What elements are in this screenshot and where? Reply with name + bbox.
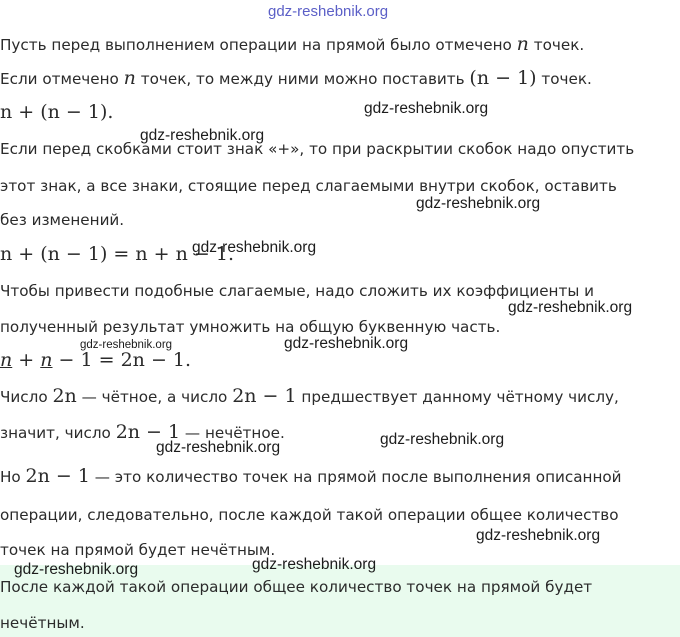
solution-line-13 [0,466,680,487]
wm-8: gdz-reshebnik.org [380,431,505,448]
solution-line-12 [0,422,680,443]
text-segment: точек на прямой будет нечётным. [0,541,276,559]
math-variable: n [516,33,529,55]
answer-line-2 [0,613,680,633]
text-segment: Чтобы привести подобные слагаемые, надо сложить их коэффициенты и [0,282,595,300]
text-segment: Но [0,468,26,486]
text-segment: точек. [528,36,585,54]
wm-5: gdz-reshebnik.org [508,299,633,316]
math-expression: n + (n − 1). [0,101,114,123]
text-segment: Если перед скобками стоит знак «+», то при раскрытии скобок надо опустить [0,140,635,158]
text-segment: Если отмечено [0,70,124,88]
solution-line-10 [0,350,680,371]
wm-6: gdz-reshebnik.org [80,339,173,351]
wm-2: gdz-reshebnik.org [140,127,265,144]
math-operator: + [12,349,41,371]
solution-line-7 [0,244,680,265]
solution-line-3 [0,102,680,123]
text-segment: без изменений. [0,211,125,229]
text-segment: — нечётное. [180,424,285,442]
text-segment: — чётное, а число [76,388,233,406]
text-segment: точек, то между ними можно поставить [135,70,470,88]
text-segment: нечётным. [0,614,85,632]
solution-line-5 [0,176,680,196]
wm-1: gdz-reshebnik.org [364,100,489,117]
math-variable-underlined: n [40,349,53,371]
math-variable: n [123,67,136,89]
wm-10: gdz-reshebnik.org [476,527,601,544]
math-expression: 2n − 1 [115,421,181,443]
text-segment: — это количество точек на прямой после выполнения описанной [89,468,622,486]
wm-3: gdz-reshebnik.org [416,195,541,212]
wm-4: gdz-reshebnik.org [192,239,317,256]
text-segment: точек. [536,70,592,88]
solution-line-9 [0,317,680,337]
solution-line-1 [0,34,680,55]
solution-line-4 [0,139,680,159]
wm-7: gdz-reshebnik.org [284,335,409,352]
text-segment: предшествует данному чётному числу, [296,388,619,406]
math-expression: n + (n − 1) = n + n − 1. [0,243,234,265]
text-segment: Пусть перед выполнением операции на прямой было отмечено [0,36,517,54]
text-segment: значит, число [0,424,116,442]
math-variable-underlined: n [0,349,13,371]
text-segment: этот знак, а все знаки, стоящие перед слагаемыми внутри скобок, оставить [0,177,617,195]
solution-line-2 [0,68,680,89]
watermark-top: gdz-reshebnik.org [268,3,389,20]
solution-line-11 [0,386,680,407]
solution-line-8 [0,281,680,301]
math-expression: 2n [52,385,77,407]
answer-line-1 [0,577,680,597]
math-expression: − 1 = 2n − 1. [52,349,192,371]
text-segment: Число [0,388,53,406]
text-segment: полученный результат умножить на общую буквенную часть. [0,318,501,336]
solution-line-6 [0,210,680,230]
wm-12: gdz-reshebnik.org [14,561,139,578]
wm-9: gdz-reshebnik.org [156,439,281,456]
wm-11: gdz-reshebnik.org [252,556,377,573]
math-expression: 2n − 1 [232,385,297,407]
solution-line-14 [0,505,680,525]
math-expression: 2n − 1 [25,465,90,487]
text-segment: После каждой такой операции общее количество точек на прямой будет [0,578,593,596]
math-expression: (n − 1) [469,67,537,89]
text-segment: операции, следовательно, после каждой такой операции общее количество [0,506,619,524]
